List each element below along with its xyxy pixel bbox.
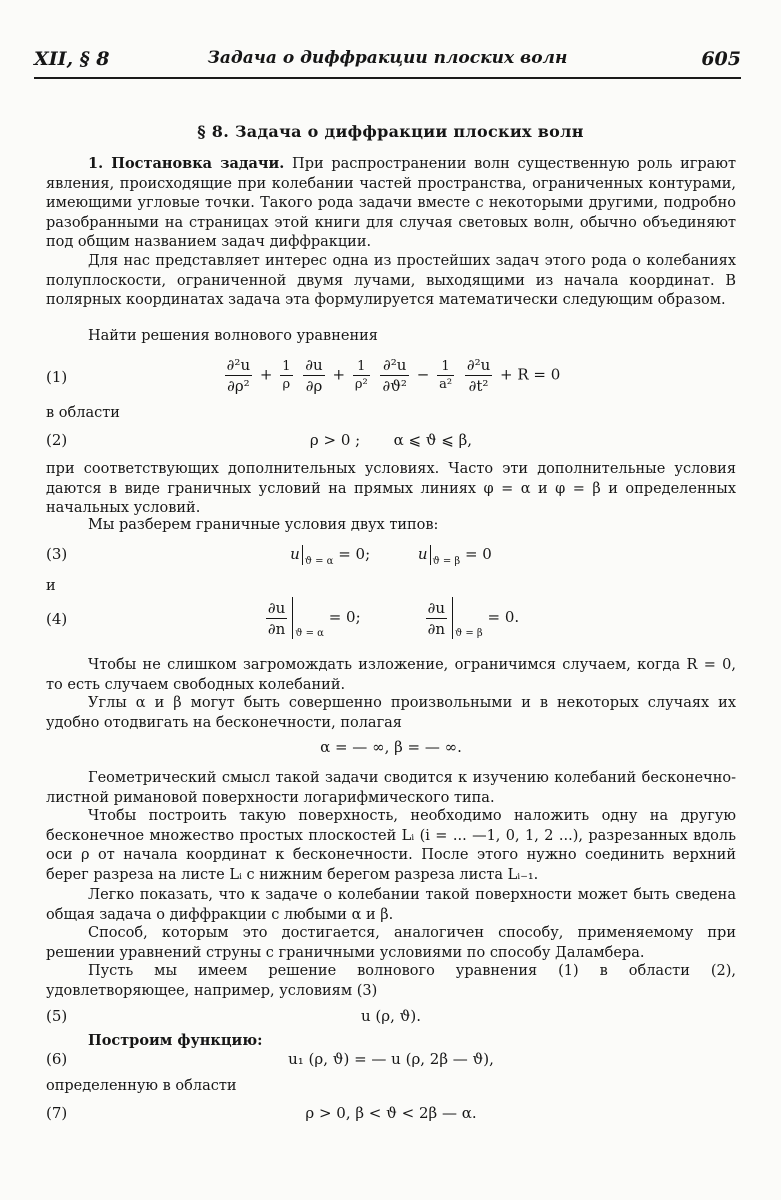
fraction: $\frac{1}{\text{ρ²}}$ (354, 359, 368, 392)
fraction: $\frac{\partial u}{\partial n}$ (427, 598, 446, 638)
equation-body: u₁ (ρ, ϑ) = — u (ρ, 2β — ϑ), (288, 1050, 494, 1068)
equation-body: u (ρ, ϑ). (361, 1007, 421, 1025)
paragraph-free-oscillations: Чтобы не слишком загромождать изложение, ограничимся случаем, когда R = 0, то есть случаем свободных колебаний. (46, 657, 736, 693)
equation-body: u $_{ϑ = \alpha}$ = 0; u $_{ϑ = \beta}$ = 0 (290, 545, 492, 567)
paragraph-solution: Пусть мы имеем решение волнового уравнения (1) в области (2), удовлетворяющее, например, условиям (3) (46, 963, 736, 999)
paragraph-two-types: Мы разберем граничные условия двух типов: (88, 517, 439, 533)
subsection-heading: 1. Постановка задачи. (88, 155, 285, 172)
equation-2 (46, 431, 736, 453)
equation-6 (46, 1050, 736, 1072)
text-and: и (46, 578, 56, 594)
equation-4 (46, 597, 736, 645)
equation-tail: + R = 0 (500, 365, 561, 384)
equation-number: (3) (46, 545, 68, 563)
equation-number: (6) (46, 1050, 68, 1068)
fraction: $\frac{1}{\rho}$ (282, 359, 291, 392)
paragraph-method: Способ, которым это достигается, аналогичен способу, применяемому при решении уравнений струны с граничными условиями по способу Даламбера. (46, 925, 736, 961)
running-header (34, 48, 741, 74)
equation-number: (7) (46, 1104, 68, 1122)
equation-number: (1) (46, 368, 68, 386)
chapter-section-label: XII, § 8 (34, 48, 110, 70)
fraction: $\frac{1}{\text{a²}}$ (439, 359, 453, 392)
section-title: § 8. Задача о диффракции плоских волн (197, 122, 584, 141)
text-in-region: в области (46, 405, 120, 421)
paragraph-conditions: при соответствующих дополнительных условиях. Часто эти дополнительные условия даются в виде граничных условий на прямых линиях φ = α и φ = β и определенных начальных условий. (46, 461, 736, 517)
fraction: $\frac{\text{∂²u}}{\text{∂t²}}$ (466, 356, 491, 395)
paragraph-text: При распространении волн существенную роль играют явления, происходящие при колебании частей пространства, ограниченных контурами, имеющими угловые точки. Такого рода задачи вместе с некоторыми другими, подробно разобранными на страницах этой книги для случая световых волн, обычно объединяют под общим названием задач диффракции. (46, 156, 736, 251)
equation-number: (2) (46, 431, 68, 449)
equation-3 (46, 545, 736, 569)
paragraph-reduction: Легко показать, что к задаче о колебании такой поверхности может быть сведена общая задача о диффракции с любыми α и β. (46, 887, 736, 923)
equation-5 (46, 1007, 736, 1029)
equation-body: ρ > 0, β < ϑ < 2β — α. (305, 1104, 477, 1122)
fraction: $\frac{\text{∂²u}}{\text{∂ϑ²}}$ (382, 356, 407, 395)
paragraph-surface: Чтобы построить такую поверхность, необходимо наложить одну на другую бесконечное множество простых плоскостей Lᵢ (i = ... —1, 0, 1, 2 ...), разрезанных вдоль оси ρ от начала координат к бесконечности. После этого нужно соединить верхний берег разреза на листе Lᵢ с нижним берегом разреза листа Lᵢ₋₁. (46, 808, 736, 883)
equation-1 (46, 355, 736, 403)
equation-body: ρ > 0 ; α ⩽ ϑ ⩽ β, (309, 431, 473, 449)
page-number: 605 (701, 48, 741, 70)
equation-body: $\frac{\text{∂²u}}{\text{∂ρ²}}$ + $\frac{1}{\rho}$ $\frac{\partial u}{\partial\rho}$ + $\frac{1}{\text{ρ²}}$ $\frac{\text{∂²u}}{\text{∂ϑ²}}$ − $\frac{1}{\text{a²}}$ $\frac{\text{∂²u}}{\text{∂t²}}$ + R = 0 (226, 356, 561, 395)
paragraph-construct: Построим функцию: (88, 1032, 263, 1049)
paragraph-angles: Углы α и β могут быть совершенно произвольными и в некоторых случаях их удобно отодвигать на бесконечности, полагая (46, 695, 736, 731)
fraction: $\frac{\text{∂²u}}{\text{∂ρ²}}$ (226, 356, 251, 395)
equation-number: (4) (46, 610, 68, 628)
equation-number: (5) (46, 1007, 68, 1025)
equation-7 (46, 1104, 736, 1126)
header-rule (34, 77, 741, 79)
text-defined-in: определенную в области (46, 1078, 237, 1094)
fraction: $\frac{\partial u}{\partial n}$ (267, 598, 286, 638)
running-title: Задача о диффракции плоских волн (207, 48, 568, 68)
paragraph-find: Найти решения волнового уравнения (88, 328, 378, 344)
equation-infinity: α = — ∞, β = — ∞. (320, 738, 462, 756)
paragraph-geometric: Геометрический смысл такой задачи сводится к изучению колебаний бесконечно-листной римановой поверхности логарифмического типа. (46, 770, 736, 806)
paragraph-intro (46, 154, 736, 253)
equation-body: $\frac{\partial u}{\partial n}$ $_{ϑ = \alpha}$ = 0; $\frac{\partial u}{\partial n}$ $_{ϑ = \beta}$ = 0. (267, 598, 520, 639)
paragraph-problem: Для нас представляет интерес одна из простейших задач этого рода о колебаниях полуплоскости, ограниченной двумя лучами, выходящими из начала координат. В полярных координатах задача эта формулируется математически следующим образом. (46, 253, 736, 309)
fraction: $\frac{\partial u}{\partial\rho}$ (305, 356, 323, 395)
